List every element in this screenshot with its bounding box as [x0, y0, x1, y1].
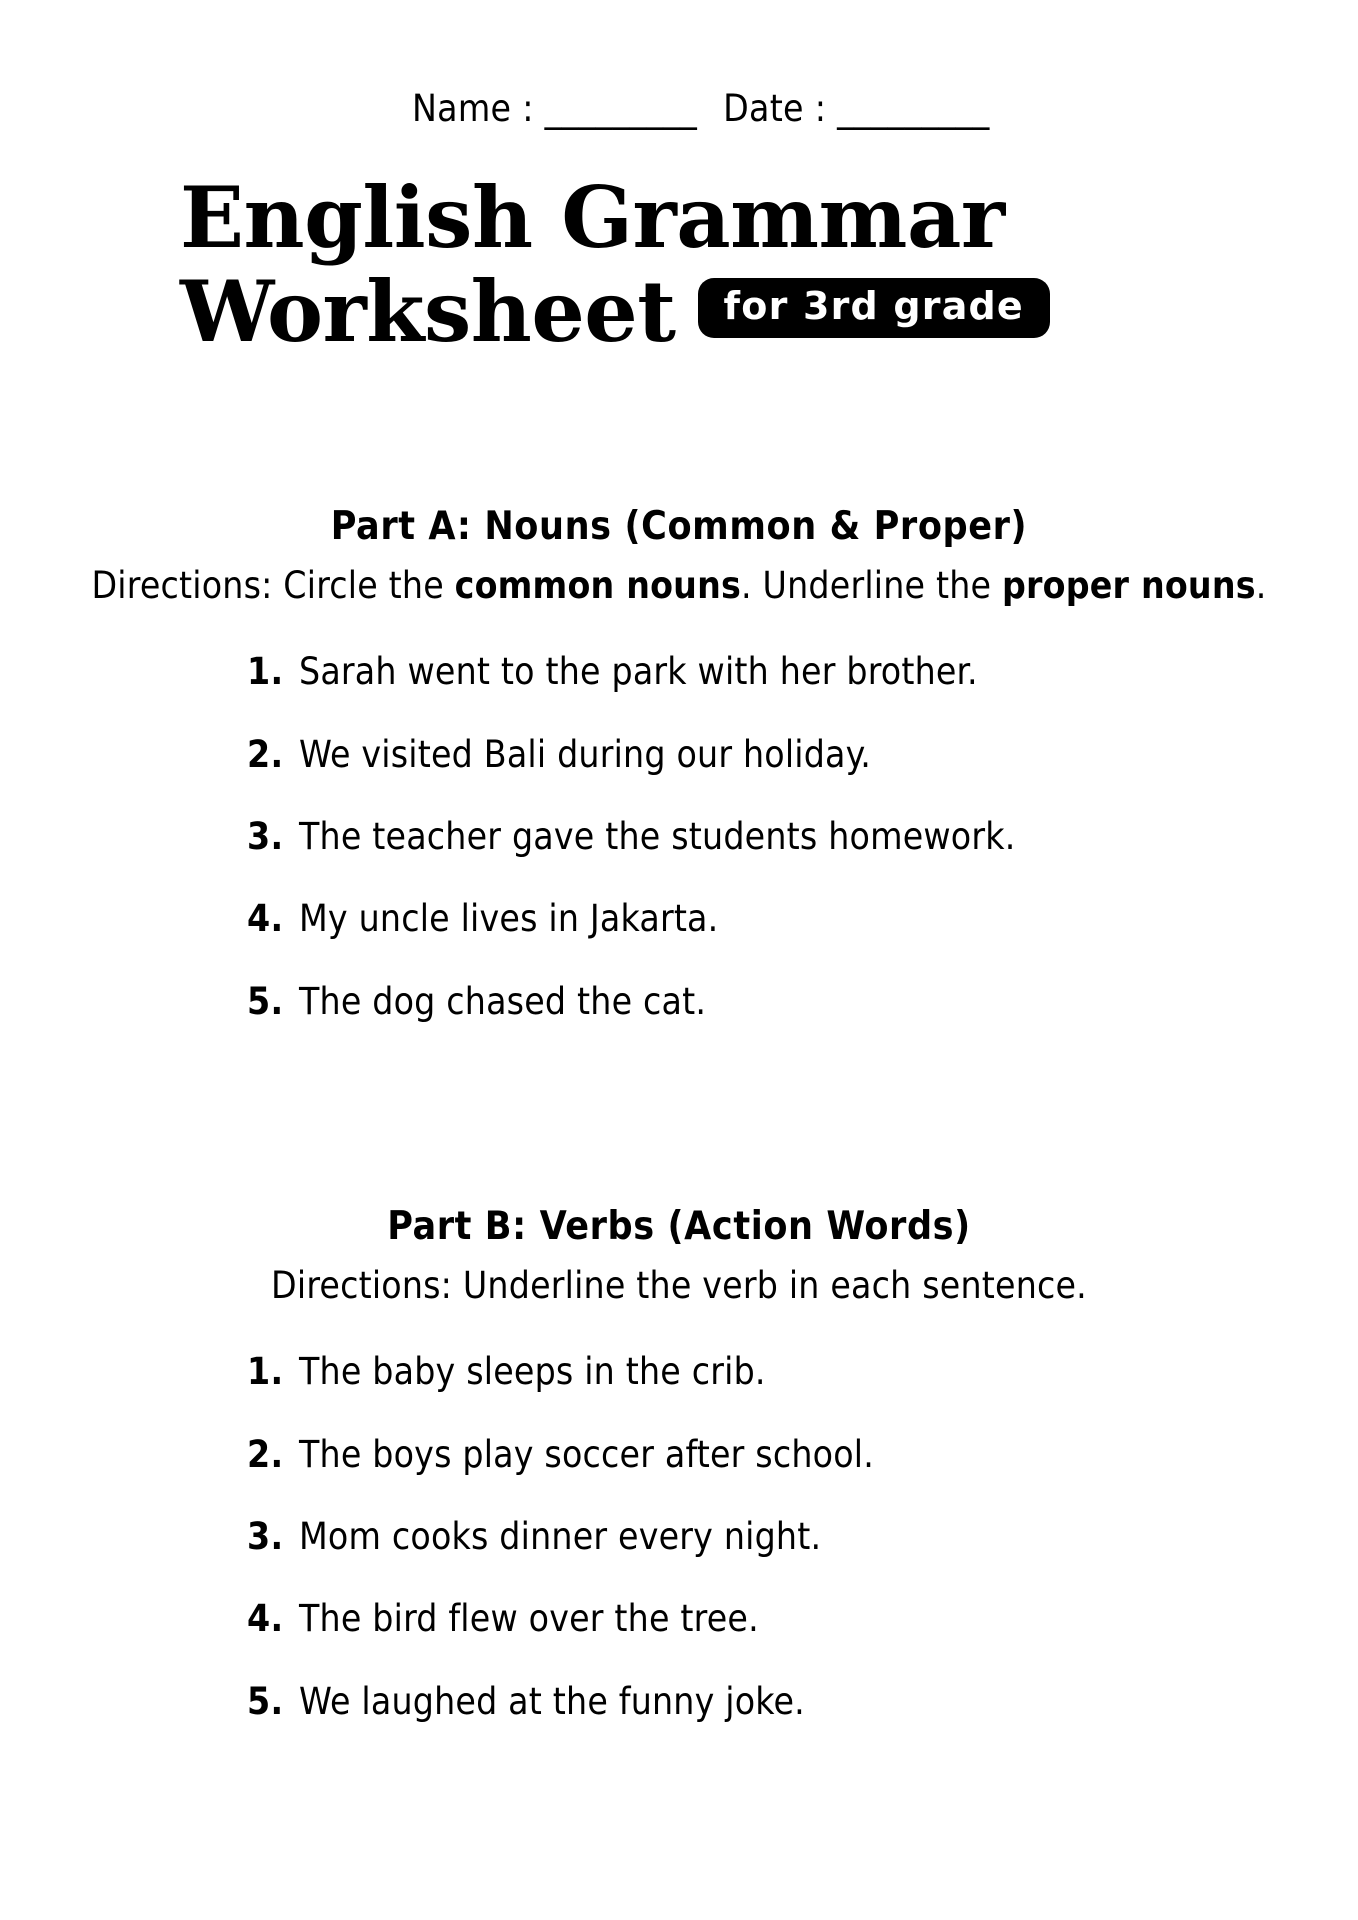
list-item: [0, 897, 1358, 941]
question-text: The boys play soccer after school.: [299, 1432, 874, 1476]
date-field-label: Date : _________: [723, 86, 990, 130]
part-a-directions-suffix: .: [1255, 563, 1267, 607]
question-number: 5.: [247, 979, 284, 1023]
question-number: 1.: [247, 650, 284, 694]
question-number: 3.: [247, 815, 284, 859]
page-title-line-2-row: [180, 261, 1190, 361]
list-item: [0, 980, 1358, 1024]
part-b-directions: Directions: Underline the verb in each sentence.: [271, 1263, 1087, 1307]
question-text: We laughed at the funny joke.: [299, 1679, 805, 1723]
part-a-directions-bold-2: proper nouns: [1002, 563, 1256, 607]
part-a-directions-bold-1: common nouns: [454, 563, 742, 607]
part-a-heading: Part A: Nouns (Common & Proper): [330, 504, 1028, 549]
question-number: 3.: [247, 1515, 284, 1559]
part-a-directions-middle: . Underline the: [741, 563, 1002, 607]
section-part-a: [0, 505, 1358, 1062]
part-b-heading: Part B: Verbs (Action Words): [387, 1204, 971, 1249]
section-part-b: [0, 1205, 1358, 1762]
question-text: We visited Bali during our holiday.: [299, 732, 872, 776]
question-number: 2.: [247, 732, 284, 776]
list-item: [0, 1680, 1358, 1724]
question-text: Mom cooks dinner every night.: [299, 1515, 822, 1559]
page-title-line-2: Worksheet: [180, 261, 676, 361]
question-text: Sarah went to the park with her brother.: [299, 650, 978, 694]
question-text: The bird flew over the tree.: [299, 1597, 759, 1641]
part-b-question-list: [0, 1350, 1358, 1724]
list-item: [0, 650, 1358, 694]
question-number: 4.: [247, 1597, 284, 1641]
list-item: [0, 1350, 1358, 1394]
part-a-directions-prefix: Directions: Circle the: [91, 563, 455, 607]
list-item: [0, 815, 1358, 859]
worksheet-title-block: [180, 168, 1190, 361]
question-number: 1.: [247, 1350, 284, 1394]
list-item: [0, 733, 1358, 777]
question-number: 5.: [247, 1679, 284, 1723]
question-number: 2.: [247, 1432, 284, 1476]
list-item: [0, 1515, 1358, 1559]
question-text: The dog chased the cat.: [299, 979, 707, 1023]
part-a-question-list: [0, 650, 1358, 1024]
question-number: 4.: [247, 897, 284, 941]
question-text: The baby sleeps in the crib.: [299, 1350, 766, 1394]
name-field-label: Name : _________: [411, 86, 698, 130]
page-title-line-1: English Grammar: [180, 168, 1005, 267]
name-date-line: [0, 48, 1358, 170]
grade-level-badge: for 3rd grade: [698, 278, 1050, 338]
question-text: My uncle lives in Jakarta.: [299, 897, 719, 941]
list-item: [0, 1433, 1358, 1477]
list-item: [0, 1597, 1358, 1641]
part-a-directions: [0, 564, 1358, 608]
question-text: The teacher gave the students homework.: [299, 815, 1016, 859]
